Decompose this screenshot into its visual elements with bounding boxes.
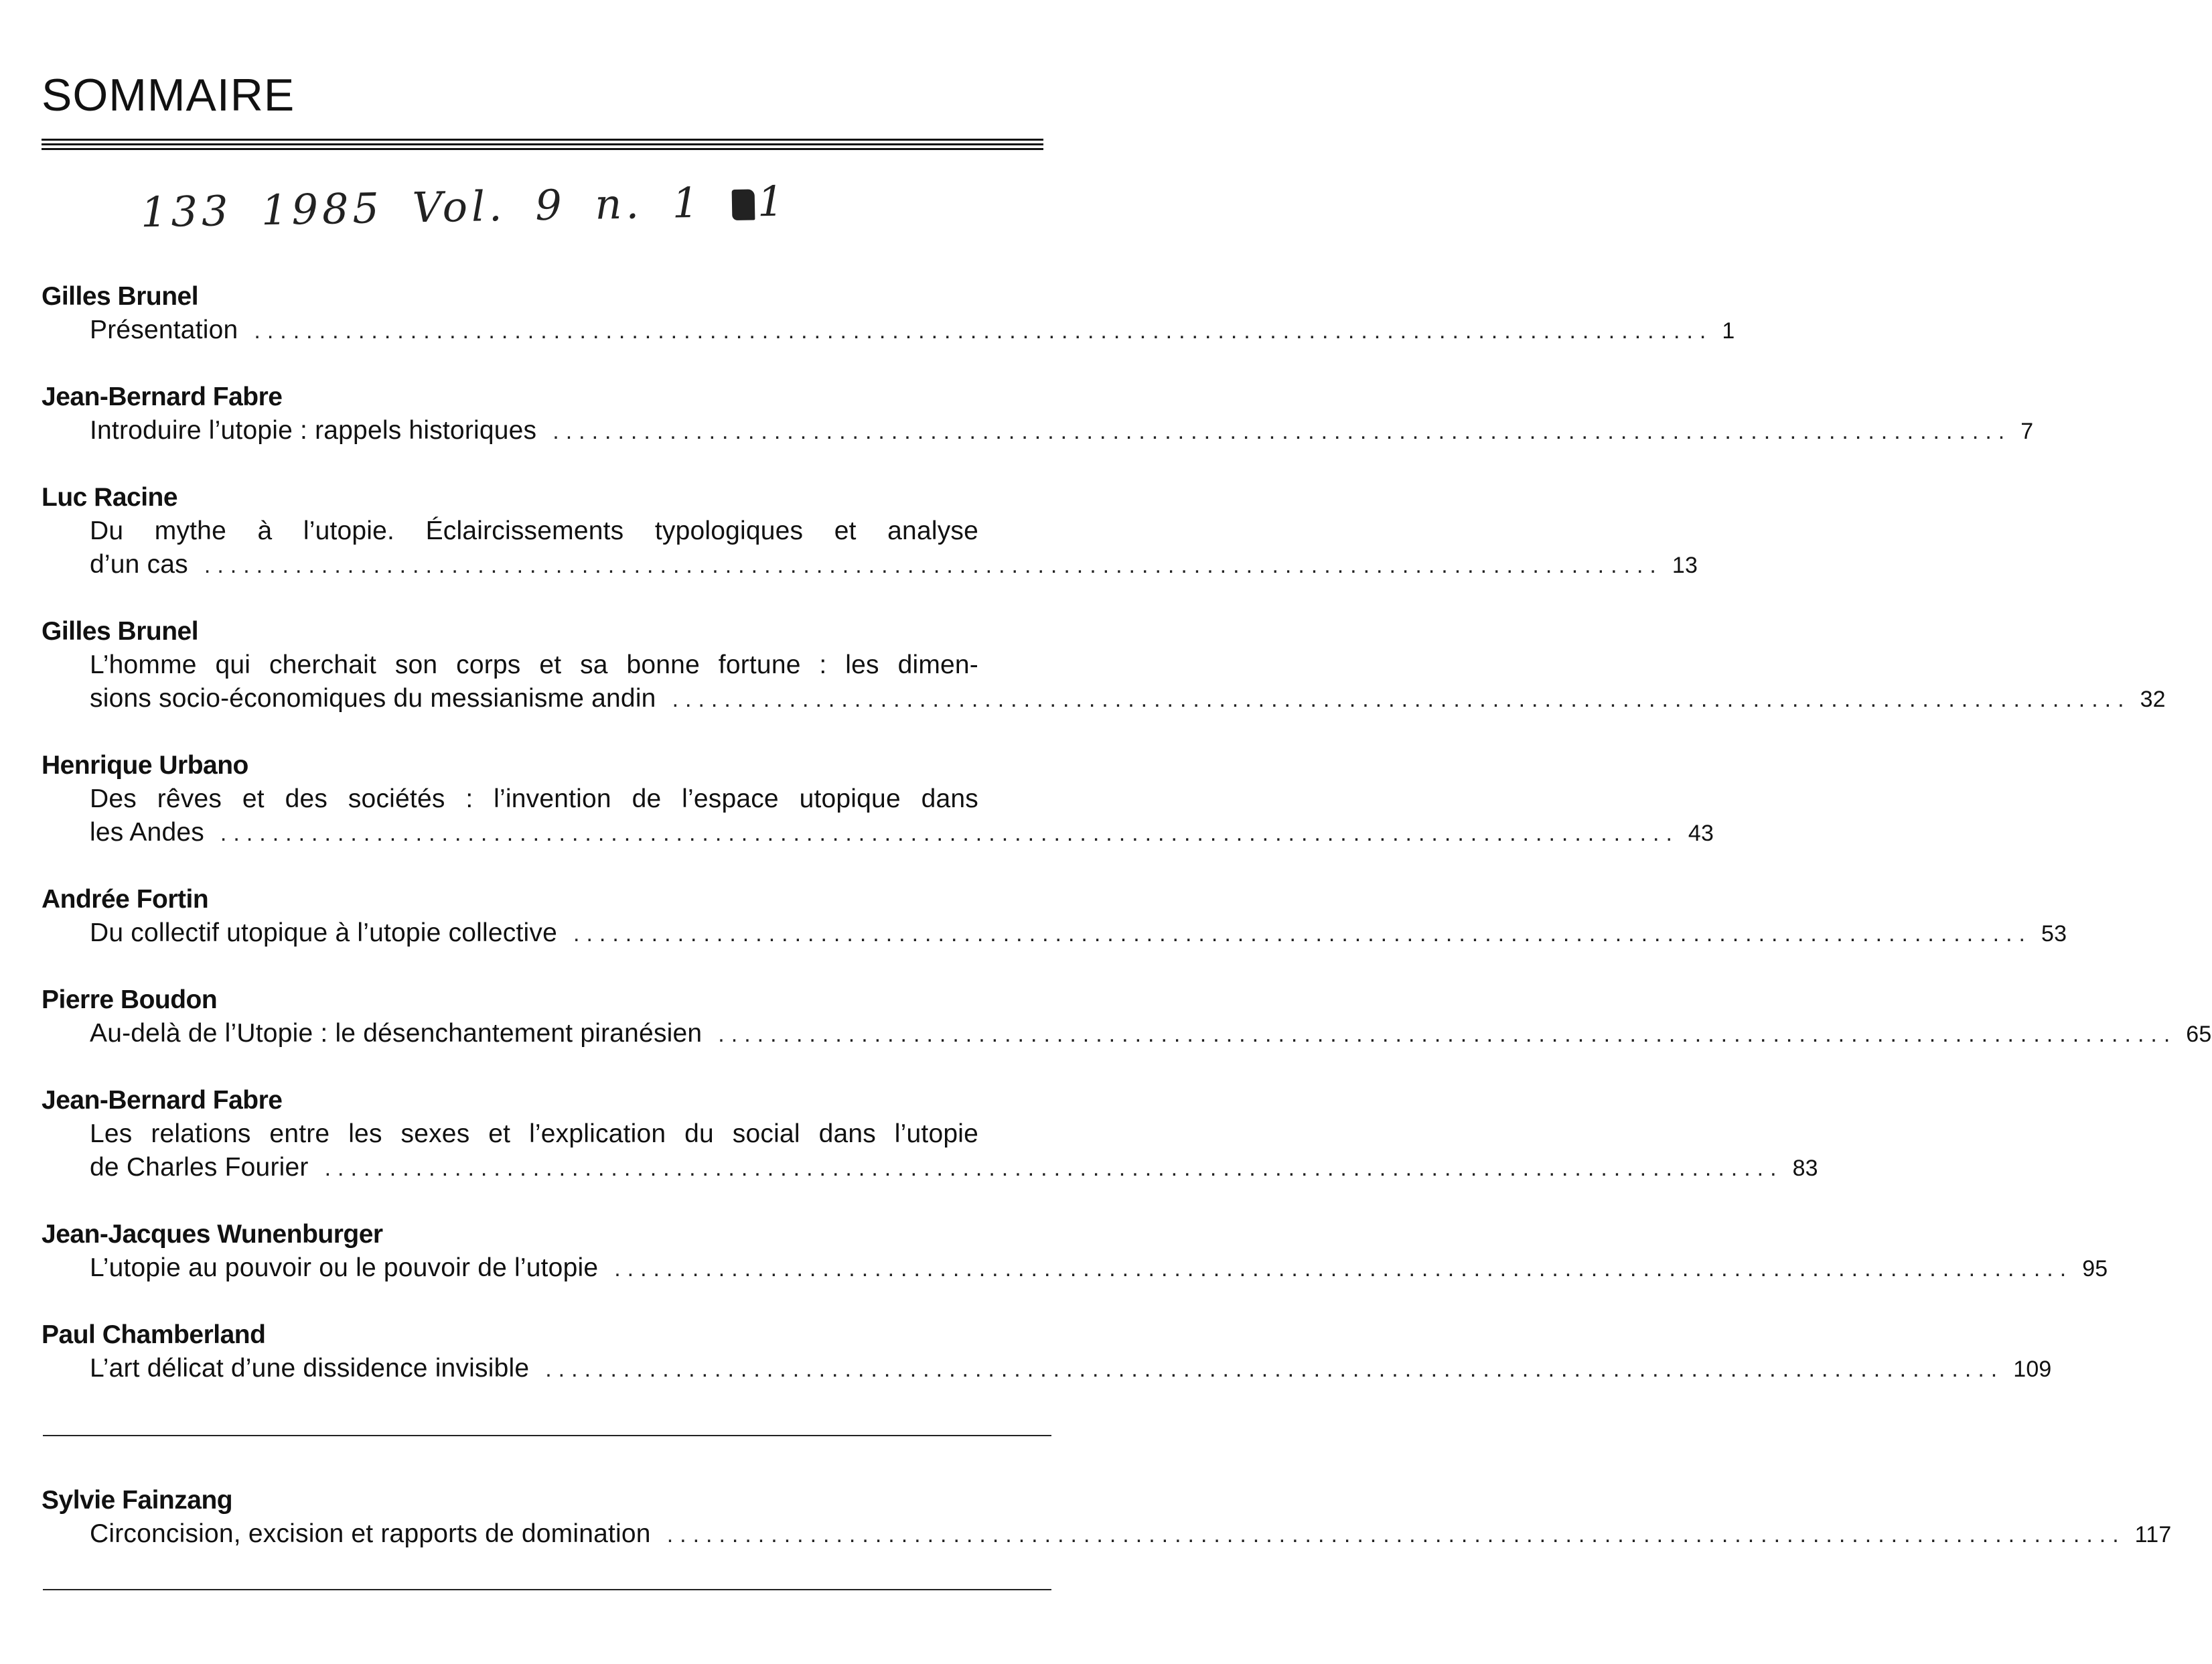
handwritten-mark bbox=[731, 177, 788, 226]
entry-title: L’art délicat d’une dissidence invisible bbox=[90, 1354, 530, 1383]
entry-page-number: 7 bbox=[2020, 419, 2034, 444]
dot-leader: ................................................................................................................ bbox=[552, 419, 2012, 444]
toc-entry bbox=[42, 883, 2067, 951]
entry-title-line bbox=[42, 682, 2166, 716]
entry-title-line bbox=[42, 414, 2034, 448]
toc-entry bbox=[42, 380, 2034, 448]
entry-title-continuation: sions socio-économiques du messianisme andin bbox=[90, 684, 656, 713]
dot-leader: ................................................................................................................ bbox=[324, 1156, 1783, 1181]
dot-leader: ................................................................................................................ bbox=[545, 1357, 2004, 1382]
entry-author: Jean-Jacques Wunenburger bbox=[42, 1220, 383, 1249]
title-double-rule bbox=[42, 139, 1043, 153]
entry-page-number: 32 bbox=[2140, 687, 2166, 712]
entry-author: Andrée Fortin bbox=[42, 885, 209, 914]
entry-title-line: Des rêves et des sociétés : l’invention de l’espace utopique dans bbox=[90, 784, 978, 813]
entry-page-number: 95 bbox=[2082, 1256, 2108, 1281]
entry-page-number: 13 bbox=[1672, 553, 1698, 578]
entry-page-number: 1 bbox=[1722, 318, 1735, 344]
entry-title: Circoncision, excision et rapports de domination bbox=[90, 1519, 651, 1548]
dot-leader: ................................................................................................................ bbox=[204, 553, 1663, 578]
handwritten-number: n. 1 bbox=[594, 178, 703, 229]
entry-author: Luc Racine bbox=[42, 483, 178, 512]
entry-title-line bbox=[42, 1017, 2212, 1051]
toc-entry bbox=[42, 749, 1714, 850]
entry-title-line: Du mythe à l’utopie. Éclaircissements typologiques et analyse bbox=[90, 516, 978, 545]
entry-title-continuation: de Charles Fourier bbox=[90, 1153, 309, 1182]
dot-leader: ................................................................................................................ bbox=[573, 921, 2032, 947]
handwritten-year: 1985 bbox=[261, 184, 384, 235]
entry-page-number: 43 bbox=[1688, 821, 1714, 846]
toc-entry bbox=[42, 1484, 2172, 1551]
entry-title-line bbox=[42, 1352, 2052, 1386]
entry-author: Pierre Boudon bbox=[42, 985, 218, 1014]
entry-title-line: Les relations entre les sexes et l’explication du social dans l’utopie bbox=[90, 1119, 978, 1148]
entry-title-line: L’homme qui cherchait son corps et sa bonne fortune : les dimen- bbox=[90, 650, 978, 679]
dot-leader: ................................................................................................................ bbox=[614, 1256, 2073, 1281]
entry-title-line bbox=[42, 548, 1698, 582]
entry-author: Jean-Bernard Fabre bbox=[42, 1086, 283, 1115]
dot-leader: ................................................................................................................ bbox=[666, 1522, 2126, 1547]
entry-author: Jean-Bernard Fabre bbox=[42, 383, 283, 411]
handwritten-annotation bbox=[140, 177, 788, 237]
entry-title-continuation: d’un cas bbox=[90, 550, 188, 579]
entry-title-line bbox=[42, 1517, 2172, 1551]
toc-entry bbox=[42, 1218, 2108, 1286]
entry-author: Sylvie Fainzang bbox=[42, 1486, 233, 1515]
dot-leader: ................................................................................................................ bbox=[220, 821, 1679, 846]
page-title: SOMMAIRE bbox=[42, 70, 295, 121]
entry-title: L’utopie au pouvoir ou le pouvoir de l’utopie bbox=[90, 1253, 599, 1282]
entry-title-line bbox=[42, 1251, 2108, 1286]
entry-author: Gilles Brunel bbox=[42, 617, 199, 646]
toc-entry bbox=[42, 615, 2166, 716]
entry-title-line bbox=[42, 314, 1735, 348]
handwritten-call-number: 133 bbox=[140, 186, 233, 237]
entry-author: Henrique Urbano bbox=[42, 751, 248, 780]
entry-page-number: 53 bbox=[2041, 921, 2067, 947]
dot-leader: ................................................................................................................ bbox=[718, 1022, 2177, 1047]
entry-title-line bbox=[42, 916, 2067, 951]
toc-entry bbox=[42, 1318, 2052, 1386]
entry-page-number: 65 bbox=[2186, 1022, 2212, 1047]
handwritten-volume: Vol. 9 bbox=[411, 180, 567, 232]
toc-entry bbox=[42, 1084, 1818, 1185]
entry-title: Présentation bbox=[90, 316, 238, 344]
dot-leader: ................................................................................................................ bbox=[254, 318, 1713, 344]
handwritten-mark-digit: 1 bbox=[757, 176, 788, 226]
entry-page-number: 117 bbox=[2134, 1522, 2172, 1547]
toc-entry bbox=[42, 481, 1698, 582]
entry-title-continuation: les Andes bbox=[90, 818, 204, 847]
section-divider bbox=[43, 1589, 1051, 1590]
toc-entry bbox=[42, 280, 1735, 348]
entry-title: Introduire l’utopie : rappels historiques bbox=[90, 416, 537, 445]
section-divider bbox=[43, 1435, 1051, 1436]
dot-leader: ................................................................................................................ bbox=[672, 687, 2131, 712]
entry-author: Gilles Brunel bbox=[42, 282, 199, 311]
entry-title-line bbox=[42, 1151, 1818, 1185]
entry-page-number: 83 bbox=[1792, 1156, 1818, 1181]
entry-author: Paul Chamberland bbox=[42, 1320, 266, 1349]
entry-page-number: 109 bbox=[2013, 1357, 2052, 1382]
entry-title-line bbox=[42, 816, 1714, 850]
entry-title: Au-delà de l’Utopie : le désenchantement piranésien bbox=[90, 1019, 703, 1048]
toc-entry bbox=[42, 983, 2212, 1051]
entry-title: Du collectif utopique à l’utopie collective bbox=[90, 918, 557, 947]
